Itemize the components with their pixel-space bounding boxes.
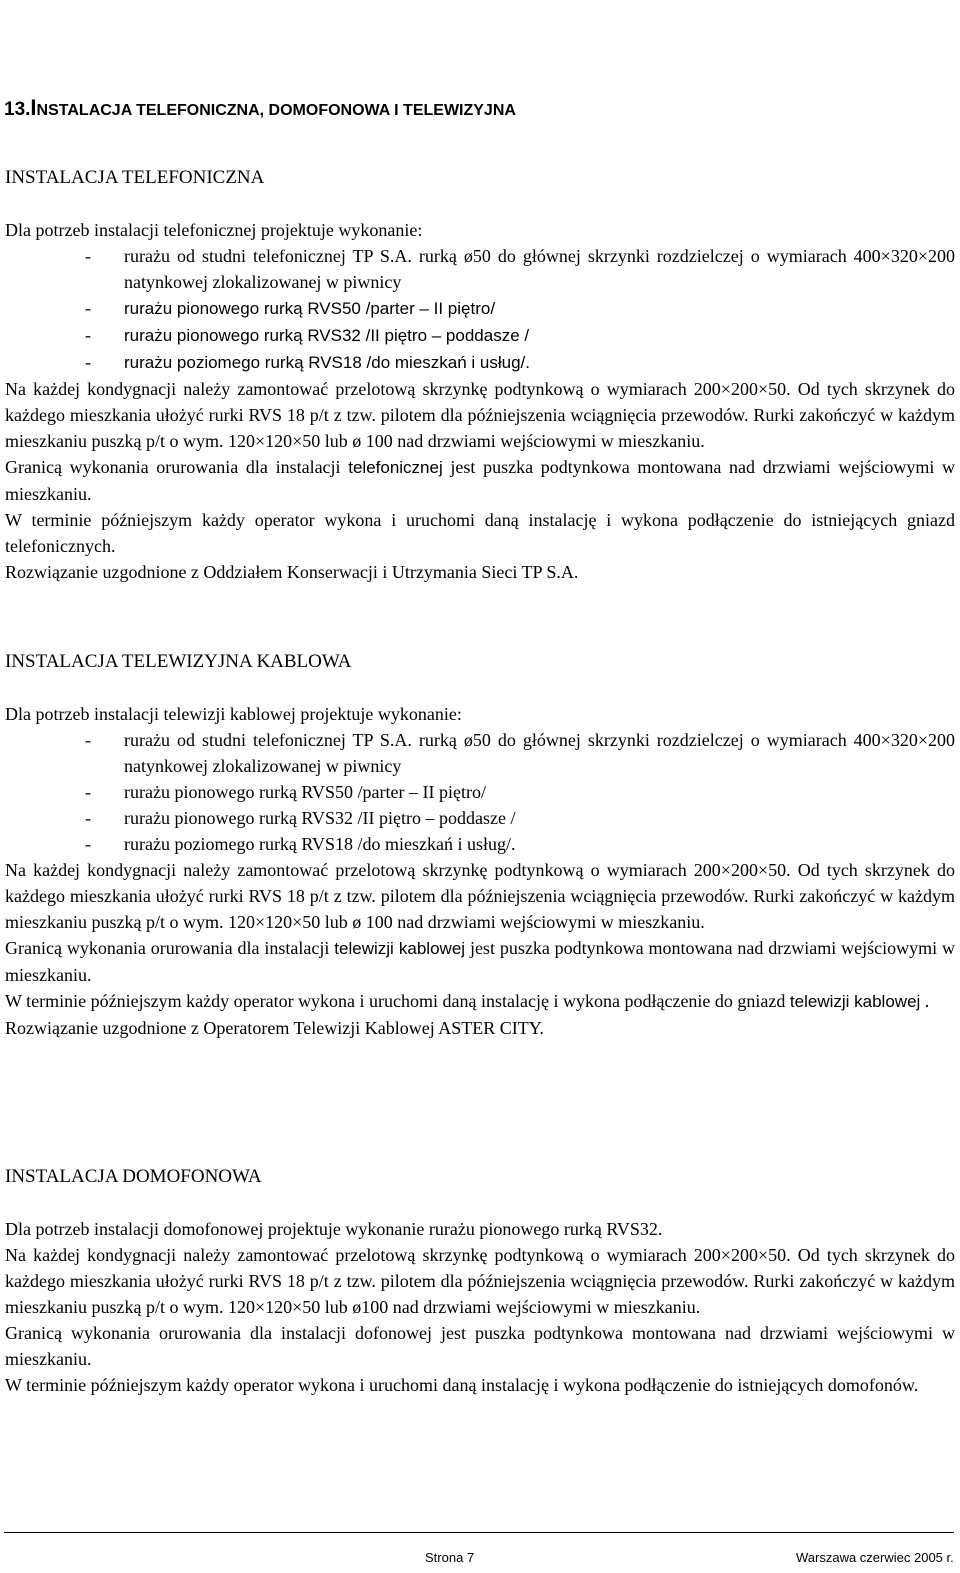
paragraph: Na każdej kondygnacji należy zamontować przelotową skrzynkę podtynkową o wymiarach 200×200×50. Od tych skrzynek do każdego mieszkania ułożyć rurki RVS 18 p/t z tzw. pilotem dla późniejszenia wciągnięcia przewodów. Rurki zakończyć w każdym mieszkaniu puszką p/t o wym. 120×120×50 lub ø100 nad drzwiami wejściowymi w mieszkaniu. bbox=[5, 1245, 955, 1317]
paragraph: Na każdej kondygnacji należy zamontować przelotową skrzynkę podtynkową o wymiarach 200×200×50. Od tych skrzynek do każdego mieszkania ułożyć rurki RVS 18 p/t z tzw. pilotem dla późniejszenia wciągnięcia przewodów. Rurki zakończyć w każdym mieszkaniu puszką p/t o wym. 120×120×50 lub ø 100 nad drzwiami wejściowymi w mieszkaniu. bbox=[5, 860, 955, 932]
footer-divider bbox=[4, 1532, 954, 1533]
list-item: - rurażu pionowego rurką RVS32 /II piętro – poddasze / bbox=[85, 808, 516, 828]
list-item: - rurażu pionowego rurką RVS50 /parter – II piętro/ bbox=[85, 298, 496, 318]
work-list bbox=[5, 727, 955, 857]
list-item: - rurażu od studni telefonicznej TP S.A. rurką ø50 do głównej skrzynki rozdzielczej o wymiarach 400×320×200 natynkowej zlokalizowanej w piwnicy bbox=[85, 246, 955, 292]
section-intro: Dla potrzeb instalacji domofonowej projektuje wykonanie rurażu pionowego rurką RVS32. bbox=[5, 1219, 663, 1239]
section-title: INSTALACJA TELEWIZYJNA KABLOWA bbox=[5, 651, 352, 672]
chapter-title: NSTALACJA TELEFONICZNA, DOMOFONOWA I TELEWIZYJNA bbox=[36, 102, 516, 119]
section-cable-tv bbox=[5, 649, 955, 1041]
paragraph: Granicą wykonania orurowania dla instalacji dofonowej jest puszka podtynkowa montowana nad drzwiami wejściowymi w mieszkaniu. bbox=[5, 1323, 955, 1369]
section-title: INSTALACJA DOMOFONOWA bbox=[5, 1166, 262, 1187]
list-item: - rurażu poziomego rurką RVS18 /do mieszkań i usług/. bbox=[85, 834, 516, 854]
paragraph: Rozwiązanie uzgodnione z Oddziałem Konserwacji i Utrzymania Sieci TP S.A. bbox=[5, 562, 579, 582]
paragraph: W terminie późniejszym każdy operator wykona i uruchomi daną instalację i wykona podłączenie do istniejących domofonów. bbox=[5, 1375, 919, 1395]
chapter-heading bbox=[4, 96, 516, 123]
section-intro: Dla potrzeb instalacji telefonicznej projektuje wykonanie: bbox=[5, 220, 423, 240]
list-item: - rurażu od studni telefonicznej TP S.A. rurką ø50 do głównej skrzynki rozdzielczej o wymiarach 400×320×200 natynkowej zlokalizowanej w piwnicy bbox=[85, 730, 955, 776]
chapter-title-initial: I bbox=[30, 95, 37, 120]
paragraph: W terminie późniejszym każdy operator wykona i uruchomi daną instalację i wykona podłączenie do gniazd telewizji kablowej . bbox=[5, 991, 930, 1011]
paragraph: Granicą wykonania orurowania dla instalacji telefonicznej jest puszka podtynkowa montowana nad drzwiami wejściowymi w mieszkaniu. bbox=[5, 457, 956, 504]
paragraph: Granicą wykonania orurowania dla instalacji telewizji kablowej jest puszka podtynkowa montowana nad drzwiami wejściowymi w mieszkaniu. bbox=[5, 938, 956, 985]
paragraph: Rozwiązanie uzgodnione z Operatorem Telewizji Kablowej ASTER CITY. bbox=[5, 1018, 544, 1038]
page-number: Strona 7 bbox=[425, 1550, 475, 1565]
section-intercom bbox=[5, 1164, 955, 1398]
section-telephone bbox=[5, 165, 955, 585]
list-item: - rurażu poziomego rurką RVS18 /do mieszkań i usług/. bbox=[85, 352, 530, 372]
list-item: - rurażu pionowego rurką RVS32 /II piętro – poddasze / bbox=[85, 325, 530, 345]
section-title: INSTALACJA TELEFONICZNA bbox=[5, 167, 265, 188]
list-item: - rurażu pionowego rurką RVS50 /parter – II piętro/ bbox=[85, 782, 486, 802]
paragraph: W terminie późniejszym każdy operator wykona i uruchomi daną instalację i wykona podłączenie do istniejących gniazd telefonicznych. bbox=[5, 510, 955, 556]
place-date: Warszawa czerwiec 2005 r. bbox=[796, 1550, 954, 1565]
work-list bbox=[5, 243, 955, 376]
chapter-number: 13. bbox=[4, 99, 31, 120]
paragraph: Na każdej kondygnacji należy zamontować przelotową skrzynkę podtynkową o wymiarach 200×200×50. Od tych skrzynek do każdego mieszkania ułożyć rurki RVS 18 p/t z tzw. pilotem dla późniejszenia wciągnięcia przewodów. Rurki zakończyć w każdym mieszkaniu puszką p/t o wym. 120×120×50 lub ø 100 nad drzwiami wejściowymi w mieszkaniu. bbox=[5, 379, 955, 451]
section-intro: Dla potrzeb instalacji telewizji kablowej projektuje wykonanie: bbox=[5, 704, 462, 724]
